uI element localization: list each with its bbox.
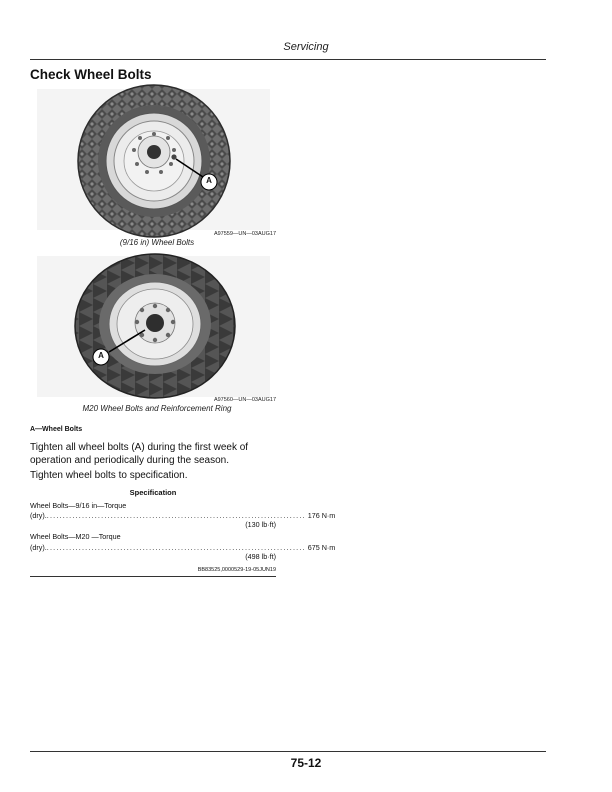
spec-alt-value: (130 lb·ft) [245,520,276,529]
leader-dots: ................................................................................. [46,511,306,520]
tire-illustration-1 [37,89,270,230]
figure-legend: A—Wheel Bolts [30,426,83,433]
callout-label: A [206,176,212,185]
figure-caption: M20 Wheel Bolts and Reinforcement Ring [82,404,232,413]
spec-value: 176 N·m [307,511,336,520]
figure-wheel-bolts-m20 [37,256,270,397]
figure-caption: (9/16 in) Wheel Bolts [119,238,195,247]
figure-code: A97559—UN—03AUG17 [213,231,276,237]
header-rule [30,59,546,60]
callout-label: A [98,351,104,360]
leader-dots: ................................................................................. [46,543,306,552]
running-header: Servicing [283,41,329,53]
spec-label: Wheel Bolts—9/16 in—Torque [30,501,127,510]
page-number: 75-12 [290,756,322,770]
instruction-paragraph: Tighten wheel bolts to specification. [30,470,188,481]
reference-code: BB83525,0000529-19-05JUN19 [197,567,276,573]
spec-value-line [30,511,336,520]
instruction-paragraph: Tighten all wheel bolts (A) during the first week of operation and periodically during the season. [30,442,249,466]
figure-wheel-bolts-9-16 [37,89,270,230]
spec-qualifier: (dry). [30,511,47,520]
spec-qualifier: (dry). [30,543,47,552]
spec-value-line [30,543,336,552]
spec-heading: Specification [129,488,177,497]
spec-value: 675 N·m [307,543,336,552]
spec-rule [30,576,276,577]
tire-illustration-2 [37,256,270,397]
section-title: Check Wheel Bolts [30,67,152,82]
spec-alt-value: (498 lb·ft) [245,552,276,561]
figure-code: A97560—UN—03AUG17 [213,397,276,403]
spec-label: Wheel Bolts—M20 —Torque [30,532,121,541]
footer-rule [30,751,546,752]
